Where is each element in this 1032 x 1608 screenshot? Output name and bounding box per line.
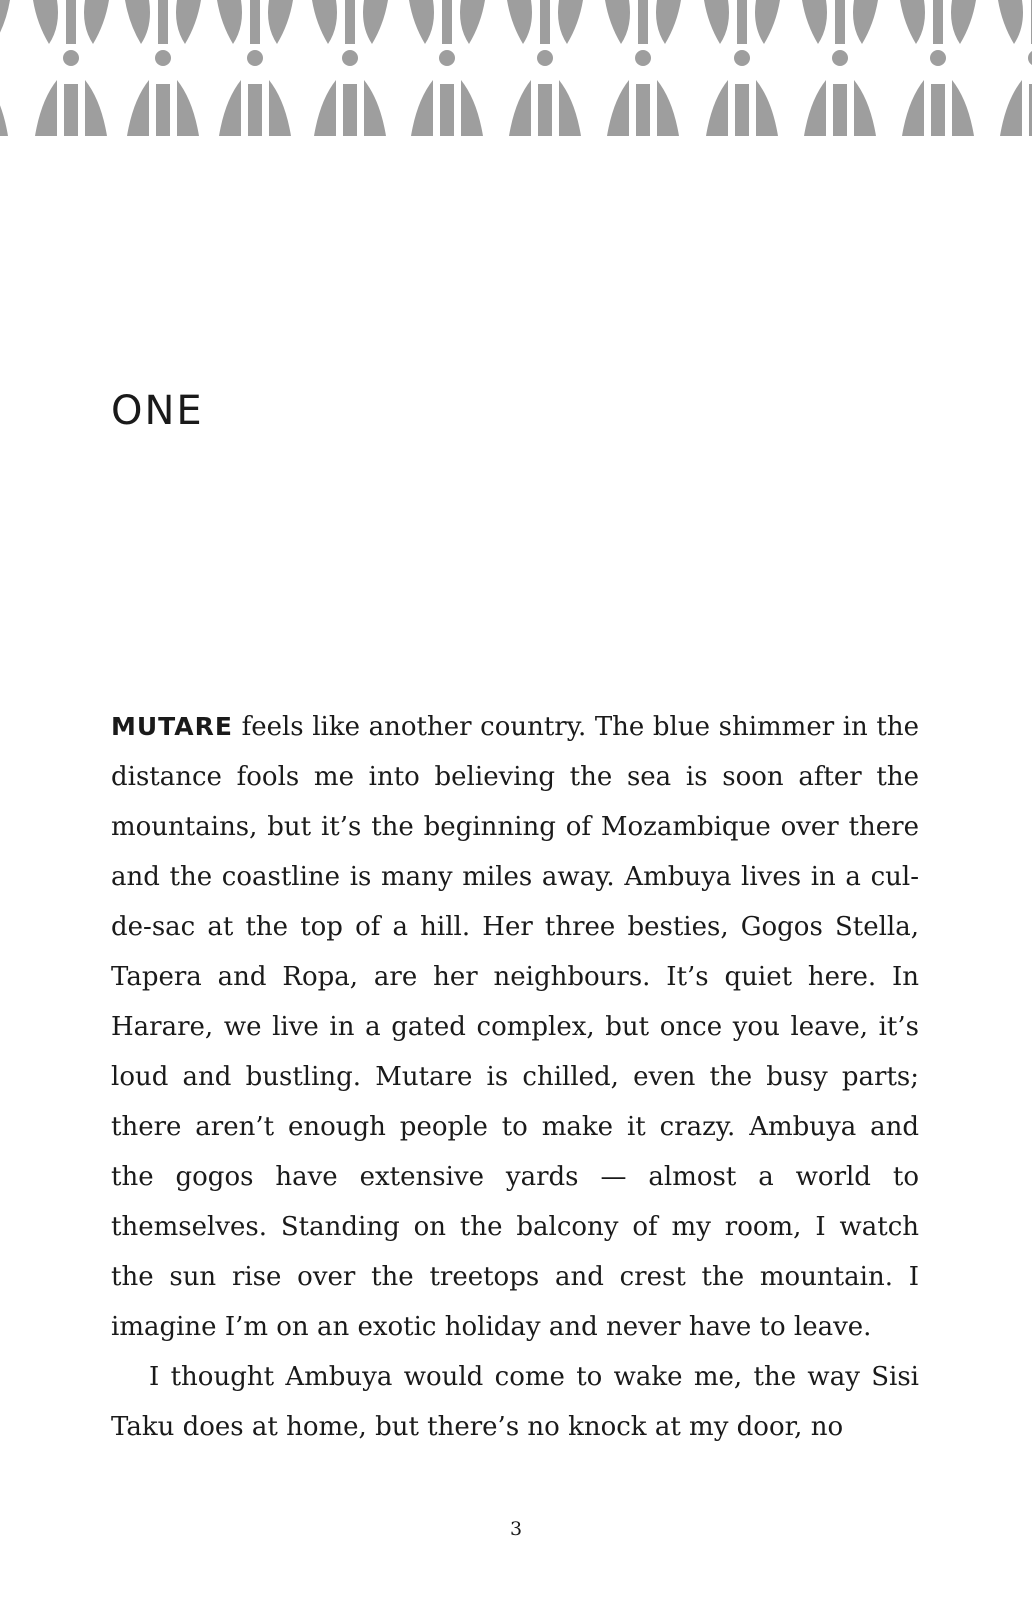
motif-icon — [507, 0, 583, 136]
motif-icon — [312, 0, 388, 136]
paragraph-2: I thought Ambuya would come to wake me, the way Sisi Taku does at home, but there’s no knock at my door, no — [111, 1362, 919, 1442]
chapter-heading: ONE — [111, 388, 204, 434]
lead-word: MUTARE — [111, 712, 233, 741]
body-text — [111, 702, 919, 1452]
motif-icon — [125, 0, 201, 136]
motif-icon — [605, 0, 681, 136]
motif-icon — [33, 0, 109, 136]
paragraph-1-text: feels like another country. The blue shimmer in the distance fools me into believing the sea is soon after the mountains, but it’s the beginning of Mozambique over there and the coastline is many miles away. Ambuya lives in a cul-de-sac at the top of a hill. Her three besties, Gogos Stella, Tapera and Ropa, are her neighbours. It’s quiet here. In Harare, we live in a gated complex, but once you leave, it’s loud and bustling. Mutare is chilled, even the busy parts; there aren’t enough people to make it crazy. Ambuya and the gogos have extensive yards — almost a world to themselves. Standing on the balcony of my room, I watch the sun rise over the treetops and crest the mountain. I imagine I’m on an exotic holiday and never have to leave. — [111, 712, 919, 1342]
decorative-header-pattern — [0, 0, 1032, 150]
motif-icon — [0, 0, 10, 136]
page-number: 3 — [509, 1518, 523, 1540]
motif-icon — [802, 0, 878, 136]
paragraph-1 — [111, 702, 919, 1352]
motif-icon — [409, 0, 485, 136]
motif-icon — [900, 0, 976, 136]
motif-icon — [998, 0, 1032, 136]
motif-icon — [704, 0, 780, 136]
motif-icon — [217, 0, 293, 136]
